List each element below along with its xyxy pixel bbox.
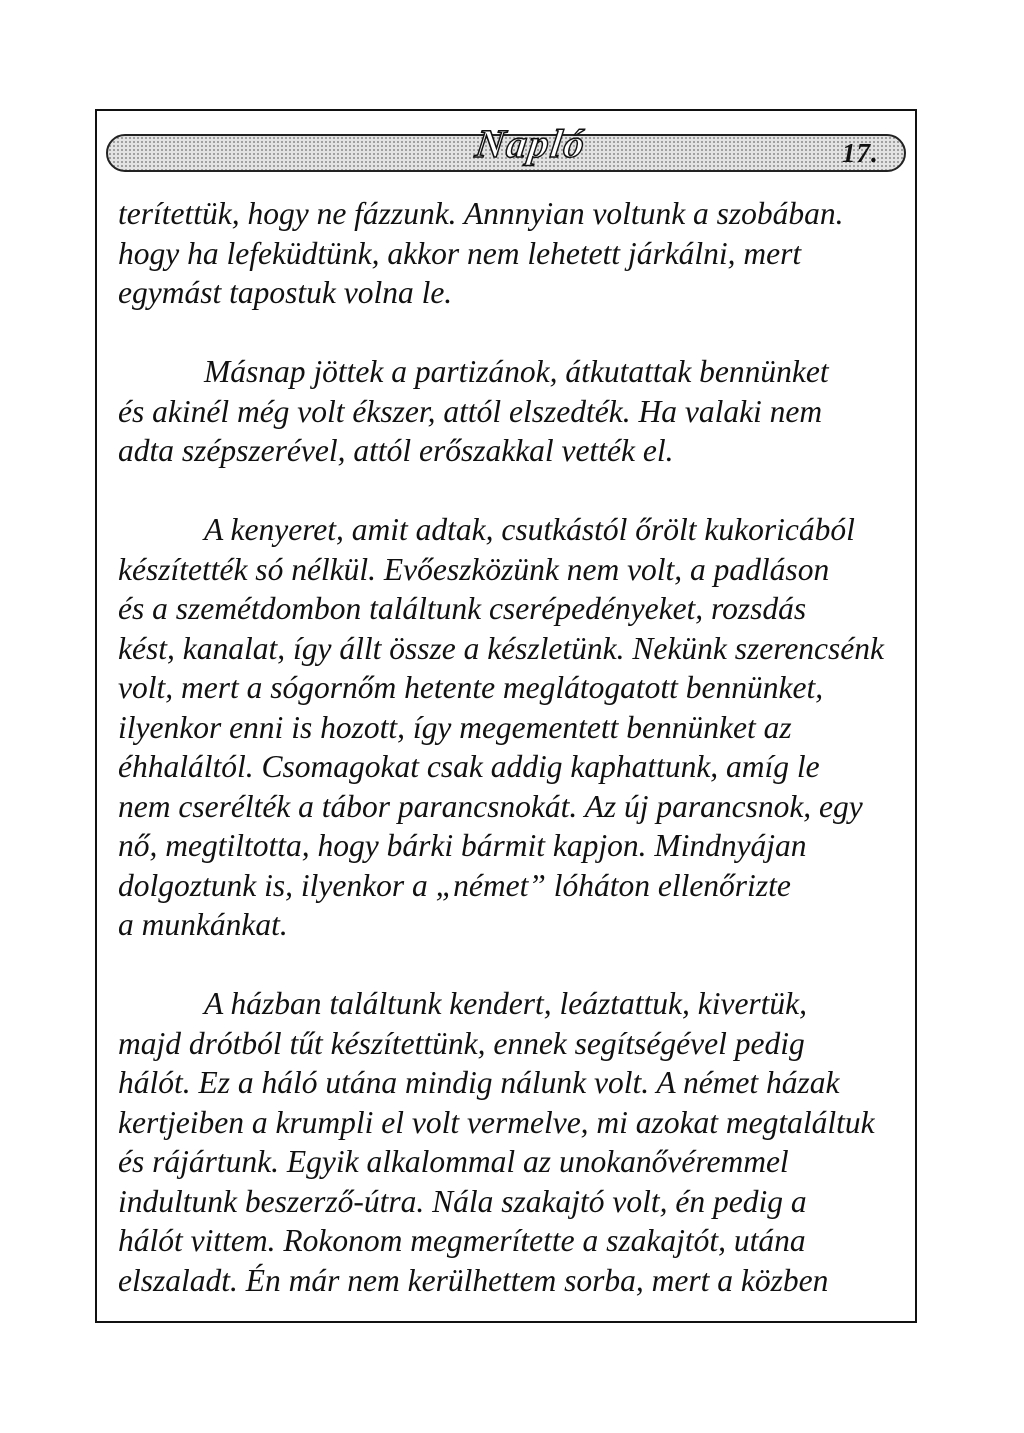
text-line: Másnap jöttek a partizánok, átkutattak bennünket: [204, 354, 829, 389]
text-line: A házban találtunk kendert, leáztattuk, kivertük,: [204, 986, 808, 1021]
paragraph: [118, 352, 908, 471]
text-line: nő, megtiltotta, hogy bárki bármit kapjon. Mindnyájan: [118, 828, 807, 863]
text-line: dolgoztunk is, ilyenkor a „német” lóháton ellenőrizte: [118, 867, 791, 903]
text-line: éhhaláltól. Csomagokat csak addig kaphattunk, amíg le: [118, 749, 820, 784]
text-line: elszaladt. Én már nem kerülhettem sorba, mert a közben: [118, 1262, 829, 1298]
text-line: ilyenkor enni is hozott, így megementett bennünket az: [118, 709, 792, 745]
paragraph: [118, 984, 908, 1300]
text-line: hálót. Ez a háló utána mindig nálunk volt. A német házak: [118, 1065, 840, 1100]
text-line: adta szépszerével, attól erőszakkal vették el.: [118, 433, 674, 468]
text-line: és akinél még volt ékszer, attól elszedték. Ha valaki nem: [118, 393, 823, 429]
body-text: [118, 194, 908, 1300]
text-line: és a szemétdombon találtunk cserépedényeket, rozsdás: [118, 591, 807, 626]
text-line: a munkánkat.: [118, 907, 288, 942]
text-line: majd drótból tűt készítettünk, ennek segítségével pedig: [118, 1025, 805, 1061]
text-line: hogy ha lefeküdtünk, akkor nem lehetett járkálni, mert: [118, 235, 802, 271]
text-line: és rájártunk. Egyik alkalommal az unokanővéremmel: [118, 1144, 789, 1179]
page-number: 17.: [842, 138, 879, 168]
text-line: volt, mert a sógornőm hetente meglátogatott bennünket,: [118, 670, 824, 705]
text-line: nem cserélték a tábor parancsnokát. Az új parancsnok, egy: [118, 788, 863, 824]
text-line: indultunk beszerző-útra. Nála szakajtó volt, én pedig a: [118, 1183, 807, 1219]
text-line: A kenyeret, amit adtak, csutkástól őrölt kukoricából: [204, 512, 855, 547]
text-line: készítették só nélkül. Evőeszközünk nem volt, a padláson: [118, 551, 830, 587]
text-line: terítettük, hogy ne fázzunk. Annnyian voltunk a szobában.: [118, 196, 844, 231]
text-line: hálót vittem. Rokonom megmerítette a szakajtót, utána: [118, 1223, 806, 1258]
naplo-logo: Napló: [472, 121, 590, 166]
paragraph: [118, 194, 908, 313]
paragraph: [118, 510, 908, 945]
text-line: kertjeiben a krumpli el volt vermelve, mi azokat megtaláltuk: [118, 1104, 875, 1140]
text-line: egymást tapostuk volna le.: [118, 275, 453, 310]
text-line: kést, kanalat, így állt össze a készletünk. Nekünk szerencsénk: [118, 630, 884, 666]
